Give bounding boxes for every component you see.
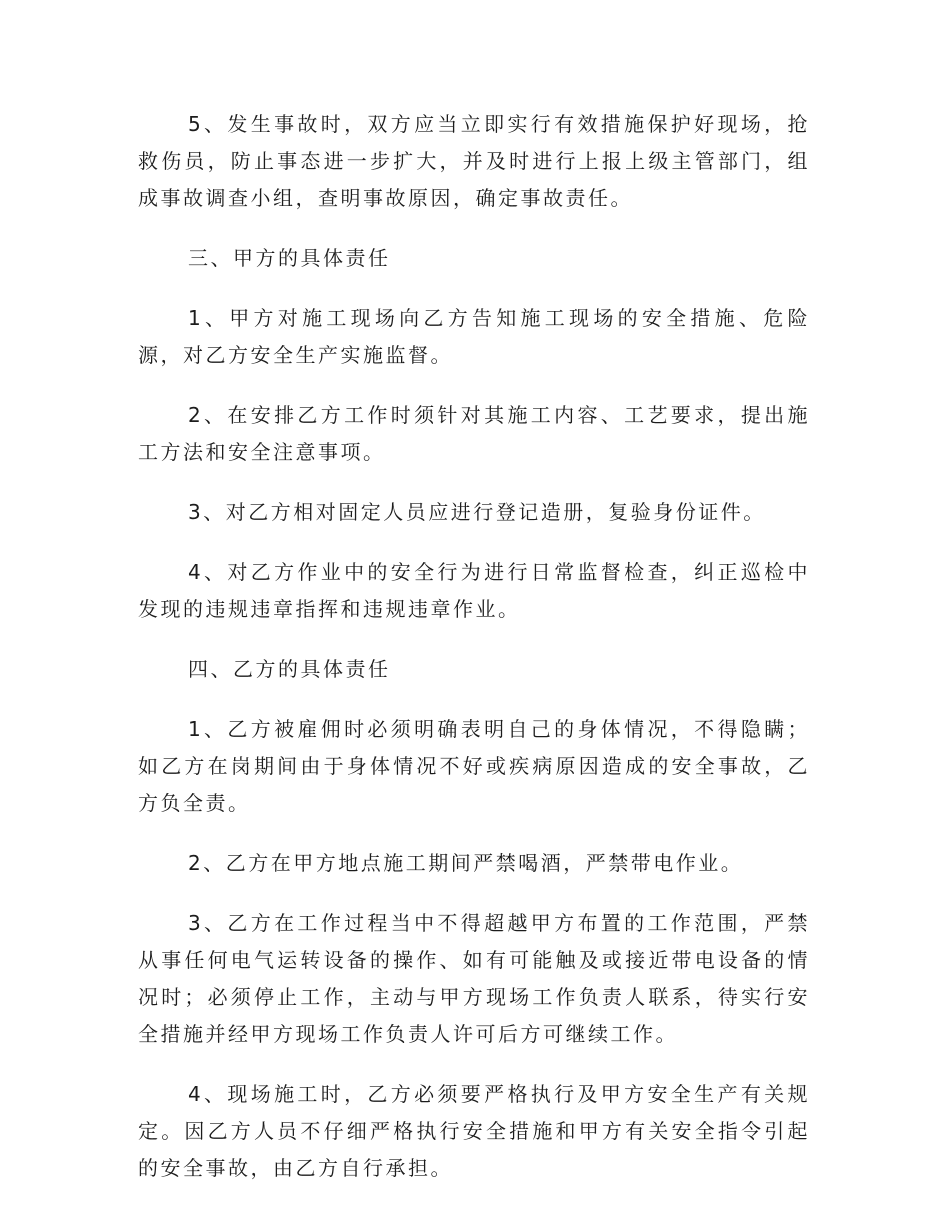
section-heading-party-b: 四、乙方的具体责任 — [188, 657, 391, 681]
paragraph-party-a-item-4: 4、对乙方作业中的安全行为进行日常监督检查，纠正巡检中发现的违规违章指挥和违规违章作业。 — [138, 560, 810, 621]
paragraph-party-b-item-4: 4、现场施工时，乙方必须要严格执行及甲方安全生产有关规定。因乙方人员不仔细严格执行安全措施和甲方有关安全指令引起的安全事故，由乙方自行承担。 — [138, 1082, 810, 1180]
paragraph-party-a-item-3: 3、对乙方相对固定人员应进行登记造册，复验身份证件。 — [188, 500, 766, 524]
paragraph-party-b-item-1: 1、乙方被雇佣时必须明确表明自己的身体情况，不得隐瞒；如乙方在岗期间由于身体情况不好或疾病原因造成的安全事故，乙方负全责。 — [138, 717, 810, 815]
section-heading-party-a: 三、甲方的具体责任 — [188, 246, 391, 270]
paragraph-party-b-item-3: 3、乙方在工作过程当中不得超越甲方布置的工作范围，严禁从事任何电气运转设备的操作、如有可能触及或接近带电设备的情况时；必须停止工作，主动与甲方现场工作负责人联系，待实行安全措施并经甲方现场工作负责人许可后方可继续工作。 — [138, 911, 810, 1046]
document-body — [138, 106, 810, 1210]
paragraph-party-a-item-1: 1、甲方对施工现场向乙方告知施工现场的安全措施、危险源，对乙方安全生产实施监督。 — [138, 306, 810, 367]
paragraph-party-a-item-2: 2、在安排乙方工作时须针对其施工内容、工艺要求，提出施工方法和安全注意事项。 — [138, 403, 810, 464]
paragraph-item-5-accident: 5、发生事故时，双方应当立即实行有效措施保护好现场，抢救伤员，防止事态进一步扩大，并及时进行上报上级主管部门，组成事故调查小组，查明事故原因，确定事故责任。 — [138, 112, 810, 210]
paragraph-party-b-item-2: 2、乙方在甲方地点施工期间严禁喝酒，严禁带电作业。 — [188, 851, 744, 875]
